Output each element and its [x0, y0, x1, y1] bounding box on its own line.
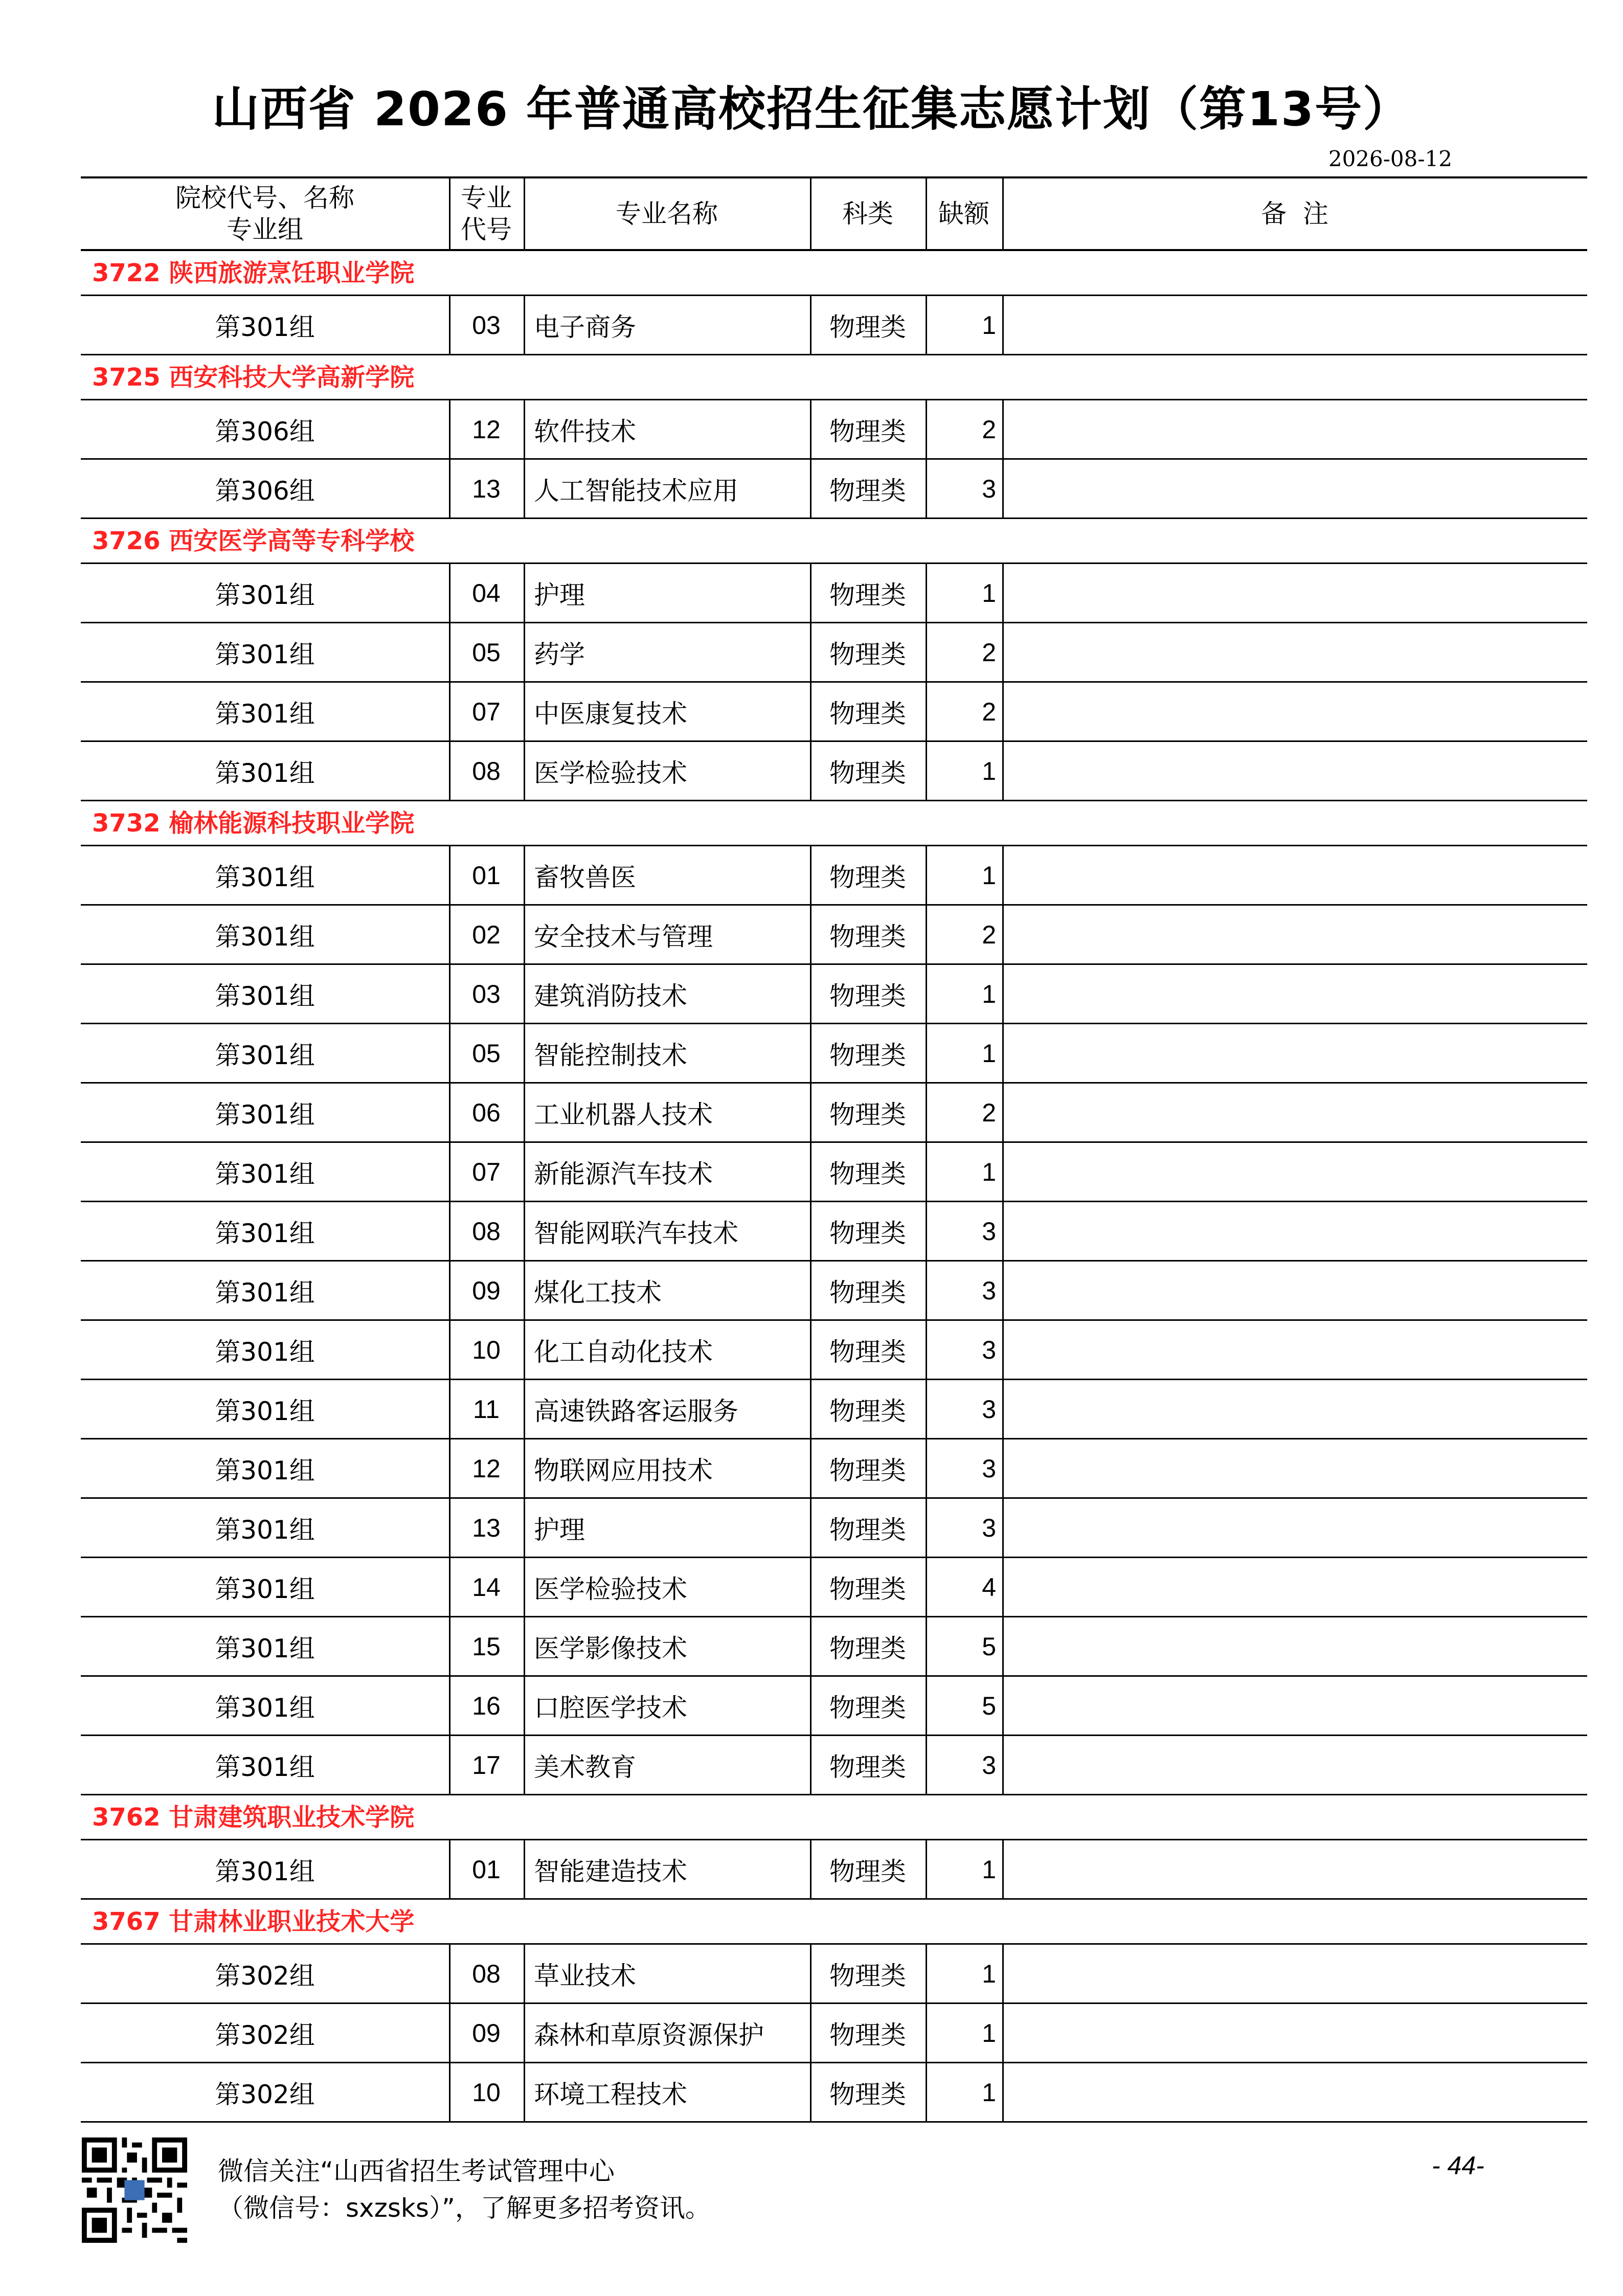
header-category: 科类 — [842, 199, 893, 229]
group-cell: 第301组 — [215, 981, 315, 1011]
category-cell: 物理类 — [829, 1277, 906, 1308]
major-code-cell: 12 — [472, 415, 501, 444]
major-name-cell: 中医康复技术 — [534, 699, 687, 729]
school-header — [81, 519, 1587, 564]
category-cell: 物理类 — [829, 758, 906, 788]
group-cell: 第306组 — [215, 416, 315, 446]
group-cell: 第301组 — [215, 1099, 315, 1130]
vacancy-cell: 2 — [982, 638, 996, 667]
category-cell: 物理类 — [829, 921, 906, 952]
group-cell: 第301组 — [215, 1856, 315, 1886]
vacancy-cell: 2 — [982, 1098, 996, 1127]
major-name-cell: 安全技术与管理 — [534, 921, 713, 952]
major-code-cell: 09 — [472, 1276, 501, 1305]
vacancy-cell: 3 — [982, 1276, 996, 1305]
major-name-cell: 物联网应用技术 — [534, 1455, 713, 1485]
category-cell: 物理类 — [829, 312, 906, 342]
table-row — [81, 2063, 1587, 2123]
table-row — [81, 1736, 1587, 1795]
group-cell: 第301组 — [215, 1455, 315, 1485]
major-name-cell: 口腔医学技术 — [534, 1693, 687, 1723]
category-cell: 物理类 — [829, 476, 906, 506]
table-row — [81, 1840, 1587, 1900]
major-code-cell: 10 — [472, 1335, 501, 1364]
note-cell — [1002, 1143, 1587, 1201]
vacancy-cell: 2 — [982, 415, 996, 444]
note-cell — [1002, 683, 1587, 740]
note-cell — [1002, 1736, 1587, 1794]
major-code-cell: 15 — [472, 1632, 501, 1661]
school-header — [81, 355, 1587, 400]
category-cell: 物理类 — [829, 2079, 906, 2109]
vacancy-cell: 5 — [982, 1691, 996, 1720]
category-cell: 物理类 — [829, 1633, 906, 1663]
note-cell — [1002, 1024, 1587, 1082]
note-cell — [1002, 296, 1587, 354]
vacancy-cell: 1 — [982, 310, 996, 340]
vacancy-cell: 1 — [982, 2018, 996, 2047]
plan-table — [81, 176, 1587, 2123]
category-cell: 物理类 — [829, 2020, 906, 2050]
header-code: 专业 代号 — [461, 183, 512, 244]
group-cell: 第301组 — [215, 1218, 315, 1248]
category-cell: 物理类 — [829, 1337, 906, 1367]
school-name: 3725 西安科技大学高新学院 — [92, 363, 415, 392]
major-code-cell: 03 — [472, 979, 501, 1008]
major-code-cell: 05 — [472, 638, 501, 667]
note-cell — [1002, 846, 1587, 904]
group-cell: 第301组 — [215, 921, 315, 952]
vacancy-cell: 3 — [982, 1394, 996, 1424]
table-row — [81, 1084, 1587, 1143]
major-name-cell: 医学检验技术 — [534, 1574, 687, 1604]
footer-wechat-line2: （微信号：sxzsks）”，了解更多招考资讯。 — [218, 2193, 711, 2223]
major-name-cell: 高速铁路客运服务 — [534, 1396, 738, 1426]
major-name-cell: 森林和草原资源保护 — [534, 2020, 764, 2050]
category-cell: 物理类 — [829, 1515, 906, 1545]
qr-code-icon — [82, 2137, 187, 2243]
major-code-cell: 11 — [473, 1394, 500, 1424]
table-row — [81, 742, 1587, 801]
major-code-cell: 05 — [472, 1039, 501, 1068]
group-cell: 第301组 — [215, 1752, 315, 1782]
school-header — [81, 801, 1587, 846]
major-name-cell: 智能控制技术 — [534, 1040, 687, 1070]
vacancy-cell: 1 — [982, 1959, 996, 1988]
group-cell: 第301组 — [215, 1277, 315, 1308]
major-name-cell: 化工自动化技术 — [534, 1337, 713, 1367]
group-cell: 第301组 — [215, 758, 315, 788]
major-name-cell: 医学影像技术 — [534, 1633, 687, 1663]
school-header — [81, 251, 1587, 296]
table-row — [81, 1143, 1587, 1202]
category-cell: 物理类 — [829, 416, 906, 446]
major-code-cell: 07 — [472, 697, 501, 726]
group-cell: 第302组 — [215, 2079, 315, 2109]
publish-date: 2026-08-12 — [1328, 146, 1452, 171]
table-row — [81, 1945, 1587, 2004]
group-cell: 第301组 — [215, 1040, 315, 1070]
vacancy-cell: 4 — [982, 1572, 996, 1602]
vacancy-cell: 3 — [982, 1513, 996, 1542]
major-name-cell: 医学检验技术 — [534, 758, 687, 788]
table-row — [81, 1499, 1587, 1558]
vacancy-cell: 1 — [982, 1855, 996, 1884]
major-code-cell: 04 — [472, 578, 501, 607]
category-cell: 物理类 — [829, 1159, 906, 1189]
major-name-cell: 环境工程技术 — [534, 2079, 687, 2109]
category-cell: 物理类 — [829, 1856, 906, 1886]
note-cell — [1002, 1439, 1587, 1497]
major-code-cell: 08 — [472, 756, 501, 785]
note-cell — [1002, 1202, 1587, 1260]
vacancy-cell: 3 — [982, 1335, 996, 1364]
major-name-cell: 新能源汽车技术 — [534, 1159, 713, 1189]
group-cell: 第301组 — [215, 639, 315, 669]
major-code-cell: 13 — [472, 1513, 501, 1542]
table-row — [81, 683, 1587, 742]
note-cell — [1002, 965, 1587, 1023]
table-header — [81, 176, 1587, 251]
category-cell: 物理类 — [829, 1693, 906, 1723]
group-cell: 第302组 — [215, 1961, 315, 1991]
major-code-cell: 01 — [472, 861, 501, 890]
category-cell: 物理类 — [829, 1455, 906, 1485]
vacancy-cell: 3 — [982, 1217, 996, 1246]
major-name-cell: 建筑消防技术 — [534, 981, 687, 1011]
table-row — [81, 1380, 1587, 1439]
table-row — [81, 1321, 1587, 1380]
table-row — [81, 965, 1587, 1024]
group-cell: 第301组 — [215, 1159, 315, 1189]
table-row — [81, 460, 1587, 519]
category-cell: 物理类 — [829, 1961, 906, 1991]
table-body — [81, 251, 1587, 2123]
note-cell — [1002, 460, 1587, 517]
note-cell — [1002, 1558, 1587, 1616]
table-row — [81, 906, 1587, 965]
major-name-cell: 人工智能技术应用 — [534, 476, 738, 506]
header-vacancy: 缺额 — [938, 199, 989, 229]
major-name-cell: 煤化工技术 — [534, 1277, 662, 1308]
major-name-cell: 草业技术 — [534, 1961, 636, 1991]
major-code-cell: 01 — [472, 1855, 501, 1884]
table-row — [81, 1024, 1587, 1084]
footer-wechat-line1: 微信关注“山西省招生考试管理中心 — [218, 2156, 615, 2186]
category-cell: 物理类 — [829, 981, 906, 1011]
table-row — [81, 2004, 1587, 2063]
table-row — [81, 846, 1587, 906]
table-row — [81, 623, 1587, 683]
major-name-cell: 智能网联汽车技术 — [534, 1218, 738, 1248]
page-title: 山西省 2026 年普通高校招生征集志愿计划（第13号） — [212, 82, 1411, 137]
category-cell: 物理类 — [829, 1574, 906, 1604]
note-cell — [1002, 1321, 1587, 1379]
major-name-cell: 软件技术 — [534, 416, 636, 446]
major-code-cell: 02 — [472, 920, 501, 949]
major-code-cell: 10 — [472, 2078, 501, 2107]
group-cell: 第301组 — [215, 580, 315, 610]
vacancy-cell: 1 — [982, 2078, 996, 2107]
note-cell — [1002, 2004, 1587, 2062]
note-cell — [1002, 1084, 1587, 1141]
group-cell: 第306组 — [215, 476, 315, 506]
page-number: - 44- — [1432, 2151, 1484, 2180]
major-name-cell: 药学 — [534, 639, 585, 669]
table-row — [81, 1439, 1587, 1499]
group-cell: 第302组 — [215, 2020, 315, 2050]
note-cell — [1002, 1945, 1587, 2002]
major-code-cell: 17 — [472, 1750, 501, 1780]
table-row — [81, 296, 1587, 355]
header-note: 备 注 — [1261, 199, 1328, 229]
vacancy-cell: 1 — [982, 1157, 996, 1186]
table-row — [81, 564, 1587, 623]
vacancy-cell: 1 — [982, 861, 996, 890]
category-cell: 物理类 — [829, 699, 906, 729]
school-header — [81, 1795, 1587, 1840]
category-cell: 物理类 — [829, 862, 906, 892]
major-name-cell: 电子商务 — [534, 312, 636, 342]
note-cell — [1002, 1840, 1587, 1898]
vacancy-cell: 3 — [982, 1750, 996, 1780]
group-cell: 第301组 — [215, 1633, 315, 1663]
major-code-cell: 08 — [472, 1217, 501, 1246]
table-row — [81, 1262, 1587, 1321]
group-cell: 第301组 — [215, 699, 315, 729]
note-cell — [1002, 400, 1587, 458]
vacancy-cell: 1 — [982, 578, 996, 607]
table-row — [81, 1558, 1587, 1617]
school-name: 3762 甘肃建筑职业技术学院 — [92, 1803, 415, 1832]
major-code-cell: 14 — [472, 1572, 501, 1602]
table-row — [81, 1677, 1587, 1736]
note-cell — [1002, 2063, 1587, 2121]
vacancy-cell: 5 — [982, 1632, 996, 1661]
school-name: 3726 西安医学高等专科学校 — [92, 527, 415, 555]
category-cell: 物理类 — [829, 1396, 906, 1426]
table-row — [81, 1617, 1587, 1677]
major-name-cell: 智能建造技术 — [534, 1856, 687, 1886]
major-name-cell: 护理 — [534, 1515, 585, 1545]
category-cell: 物理类 — [829, 1040, 906, 1070]
category-cell: 物理类 — [829, 1099, 906, 1130]
table-row — [81, 1202, 1587, 1262]
category-cell: 物理类 — [829, 639, 906, 669]
note-cell — [1002, 1617, 1587, 1675]
note-cell — [1002, 1499, 1587, 1557]
school-header — [81, 1900, 1587, 1945]
table-row — [81, 400, 1587, 460]
group-cell: 第301组 — [215, 1337, 315, 1367]
category-cell: 物理类 — [829, 1218, 906, 1248]
note-cell — [1002, 623, 1587, 681]
major-code-cell: 06 — [472, 1098, 501, 1127]
note-cell — [1002, 906, 1587, 963]
note-cell — [1002, 742, 1587, 800]
vacancy-cell: 3 — [982, 1454, 996, 1483]
major-code-cell: 12 — [472, 1454, 501, 1483]
vacancy-cell: 1 — [982, 979, 996, 1008]
group-cell: 第301组 — [215, 1396, 315, 1426]
major-code-cell: 03 — [472, 310, 501, 340]
vacancy-cell: 1 — [982, 756, 996, 785]
note-cell — [1002, 1677, 1587, 1735]
major-name-cell: 工业机器人技术 — [534, 1099, 713, 1130]
school-name: 3767 甘肃林业职业技术大学 — [92, 1907, 415, 1936]
group-cell: 第301组 — [215, 1515, 315, 1545]
major-code-cell: 08 — [472, 1959, 501, 1988]
vacancy-cell: 1 — [982, 1039, 996, 1068]
vacancy-cell: 3 — [982, 474, 996, 503]
category-cell: 物理类 — [829, 1752, 906, 1782]
school-name: 3722 陕西旅游烹饪职业学院 — [92, 259, 415, 287]
header-major: 专业名称 — [616, 199, 718, 229]
major-code-cell: 13 — [472, 474, 501, 503]
major-code-cell: 16 — [472, 1691, 501, 1720]
major-name-cell: 美术教育 — [534, 1752, 636, 1782]
note-cell — [1002, 1380, 1587, 1438]
group-cell: 第301组 — [215, 312, 315, 342]
group-cell: 第301组 — [215, 1693, 315, 1723]
group-cell: 第301组 — [215, 862, 315, 892]
note-cell — [1002, 1262, 1587, 1319]
vacancy-cell: 2 — [982, 920, 996, 949]
header-school: 院校代号、名称 专业组 — [175, 183, 354, 244]
group-cell: 第301组 — [215, 1574, 315, 1604]
major-name-cell: 护理 — [534, 580, 585, 610]
category-cell: 物理类 — [829, 580, 906, 610]
major-name-cell: 畜牧兽医 — [534, 862, 636, 892]
vacancy-cell: 2 — [982, 697, 996, 726]
major-code-cell: 09 — [472, 2018, 501, 2047]
major-code-cell: 07 — [472, 1157, 501, 1186]
school-name: 3732 榆林能源科技职业学院 — [92, 809, 415, 838]
note-cell — [1002, 564, 1587, 622]
